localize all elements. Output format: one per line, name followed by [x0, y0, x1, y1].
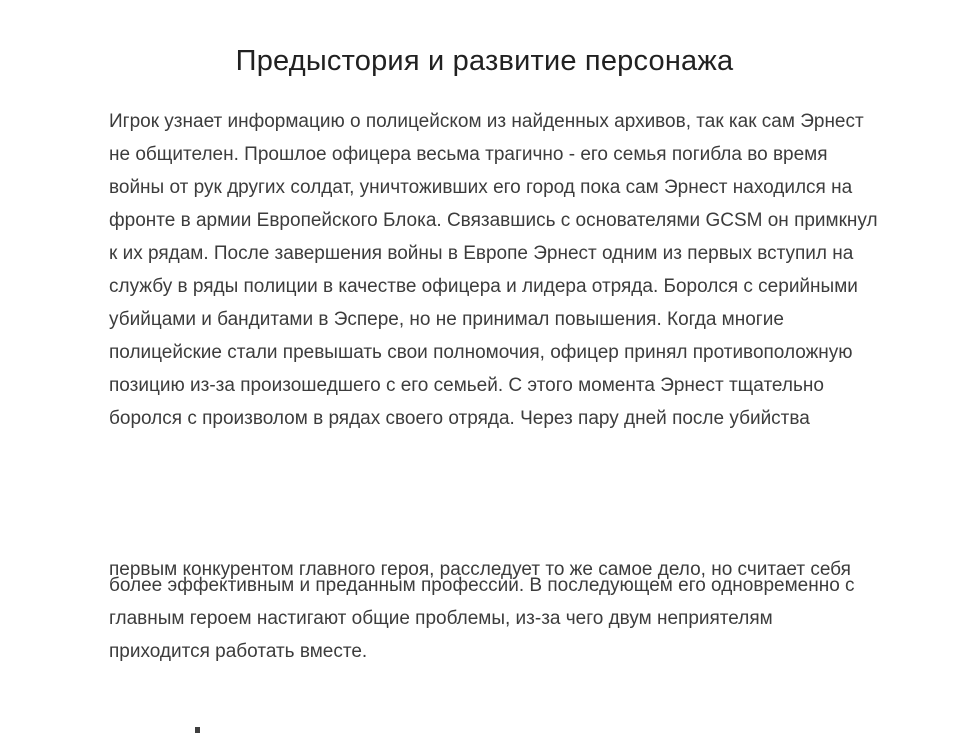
- text-line: главным героем настигают общие проблемы, из-за чего двум неприятелям: [109, 608, 773, 629]
- clipped-line-container: [109, 553, 879, 580]
- paragraph-backstory: [109, 105, 879, 435]
- text-line: войны от рук других солдат, уничтоживших его город пока сам Эрнест находился на: [109, 177, 853, 198]
- text-line: более эффективным и преданным профессии. В последующем его одновременно с: [109, 575, 855, 596]
- text-line: приходится работать вместе.: [109, 641, 368, 662]
- paragraph-rival: [109, 553, 879, 668]
- text-line: службу в ряды полиции в качестве офицера и лидера отряда. Боролся с серийными: [109, 276, 858, 297]
- text-line: убийцами и бандитами в Эспере, но не принимал повышения. Когда многие: [109, 309, 784, 330]
- text-line: не общителен. Прошлое офицера весьма трагично - его семья погибла во время: [109, 144, 828, 165]
- text-line: боролся с произволом в рядах своего отряда. Через пару дней после убийства: [109, 408, 810, 429]
- text-line: к их рядам. После завершения войны в Европе Эрнест одним из первых вступил на: [109, 243, 854, 264]
- text-line: Игрок узнает информацию о полицейском из найденных архивов, так как сам Эрнест: [109, 111, 864, 132]
- clipped-text-line: первым конкурентом главного героя, расследует то же самое дело, но считает себя: [109, 559, 851, 580]
- text-line: позицию из-за произошедшего с его семьей. С этого момента Эрнест тщательно: [109, 375, 824, 396]
- text-line: фронте в армии Европейского Блока. Связавшись с основателями GCSM он примкнул: [109, 210, 878, 231]
- clipped-character-fragment: [195, 727, 200, 733]
- page-title: Предыстория и развитие персонажа: [235, 45, 734, 77]
- text-line: полицейские стали превышать свои полномочия, офицер принял противоположную: [109, 342, 853, 363]
